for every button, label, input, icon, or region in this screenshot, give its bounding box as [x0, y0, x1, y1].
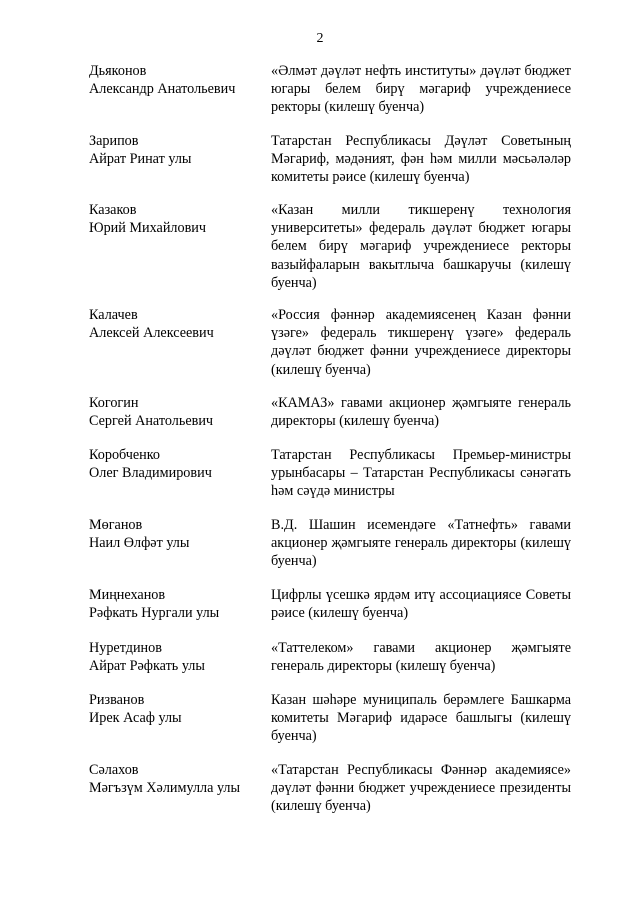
member-name — [89, 306, 259, 342]
member-name — [89, 761, 259, 797]
member-name — [89, 691, 259, 727]
member-given-names: Мәгъзүм Хәлимулла улы — [89, 780, 241, 797]
member-given-names: Айрат Ринат улы — [89, 151, 192, 168]
member-name — [89, 201, 259, 237]
member-surname: Когогин — [89, 395, 139, 411]
member-given-names: Рәфкать Нургали улы — [89, 605, 220, 622]
member-surname: Дьяконов — [89, 63, 147, 79]
member-position: «Россия фәннәр академиясенең Казан фәнни үзәге» федераль тикшеренү үзәге» федераль дәүләт бюджет фәнни учреждениесе директоры (килешү буенча) — [271, 307, 571, 378]
member-surname: Сәлахов — [89, 762, 139, 778]
member-position: «КАМАЗ» гавами акционер җәмгыяте генераль директоры (килешү буенча) — [271, 395, 571, 430]
member-given-names: Айрат Рәфкать улы — [89, 658, 205, 675]
member-given-names: Ирек Асаф улы — [89, 710, 182, 727]
member-surname: Казаков — [89, 202, 137, 218]
member-position: В.Д. Шашин исемендәге «Татнефть» гавами акционер җәмгыяте генераль директоры (килешү буенча) — [271, 517, 571, 570]
member-surname: Ризванов — [89, 692, 145, 708]
member-given-names: Сергей Анатольевич — [89, 413, 214, 430]
page-number: 2 — [316, 31, 324, 46]
member-given-names: Александр Анатольевич — [89, 81, 236, 98]
member-given-names: Олег Владимирович — [89, 465, 212, 482]
member-surname: Коробченко — [89, 447, 161, 463]
member-position: «Әлмәт дәүләт нефть институты» дәүләт бюджет югары белем бирү мәгариф учреждениесе ректоры (килешү буенча) — [271, 63, 571, 116]
member-name — [89, 639, 259, 675]
member-position: «Казан милли тикшеренү технология университеты» федераль дәүләт бюджет югары белем бирү мәгариф учреждениесе ректоры вазыйфаларын вакытлыча башкаручы (килешү буенча) — [271, 202, 571, 291]
member-surname: Мөганов — [89, 517, 143, 533]
member-given-names: Алексей Алексеевич — [89, 325, 214, 342]
member-position: Казан шәһәре муниципаль берәмлеге Башкарма комитеты Мәгариф идарәсе башлыгы (килешү буенча) — [271, 692, 571, 745]
member-name — [89, 132, 259, 168]
member-surname: Нуретдинов — [89, 640, 162, 656]
member-name — [89, 62, 259, 98]
member-position: Татарстан Республикасы Дәүләт Советының Мәгариф, мәдәният, фән һәм милли мәсьәләләр комитеты рәисе (килешү буенча) — [271, 133, 571, 186]
member-given-names: Наил Өлфәт улы — [89, 535, 190, 552]
member-name — [89, 394, 259, 430]
member-position: «Татарстан Республикасы Фәннәр академиясе» дәүләт фәнни бюджет учреждениесе президенты (килешү буенча) — [271, 762, 571, 815]
member-surname: Зарипов — [89, 133, 139, 149]
member-position: Цифрлы үсешкә ярдәм итү ассоциациясе Советы рәисе (килешү буенча) — [271, 587, 571, 622]
member-name — [89, 586, 259, 622]
member-name — [89, 446, 259, 482]
member-given-names: Юрий Михайлович — [89, 220, 207, 237]
member-surname: Миңнеханов — [89, 587, 166, 603]
member-position: «Таттелеком» гавами акционер җәмгыяте генераль директоры (килешү буенча) — [271, 640, 571, 675]
member-name — [89, 516, 259, 552]
member-surname: Калачев — [89, 307, 138, 323]
member-position: Татарстан Республикасы Премьер-министры урынбасары – Татарстан Республикасы сәнәгать һәм сәүдә министры — [271, 447, 571, 500]
